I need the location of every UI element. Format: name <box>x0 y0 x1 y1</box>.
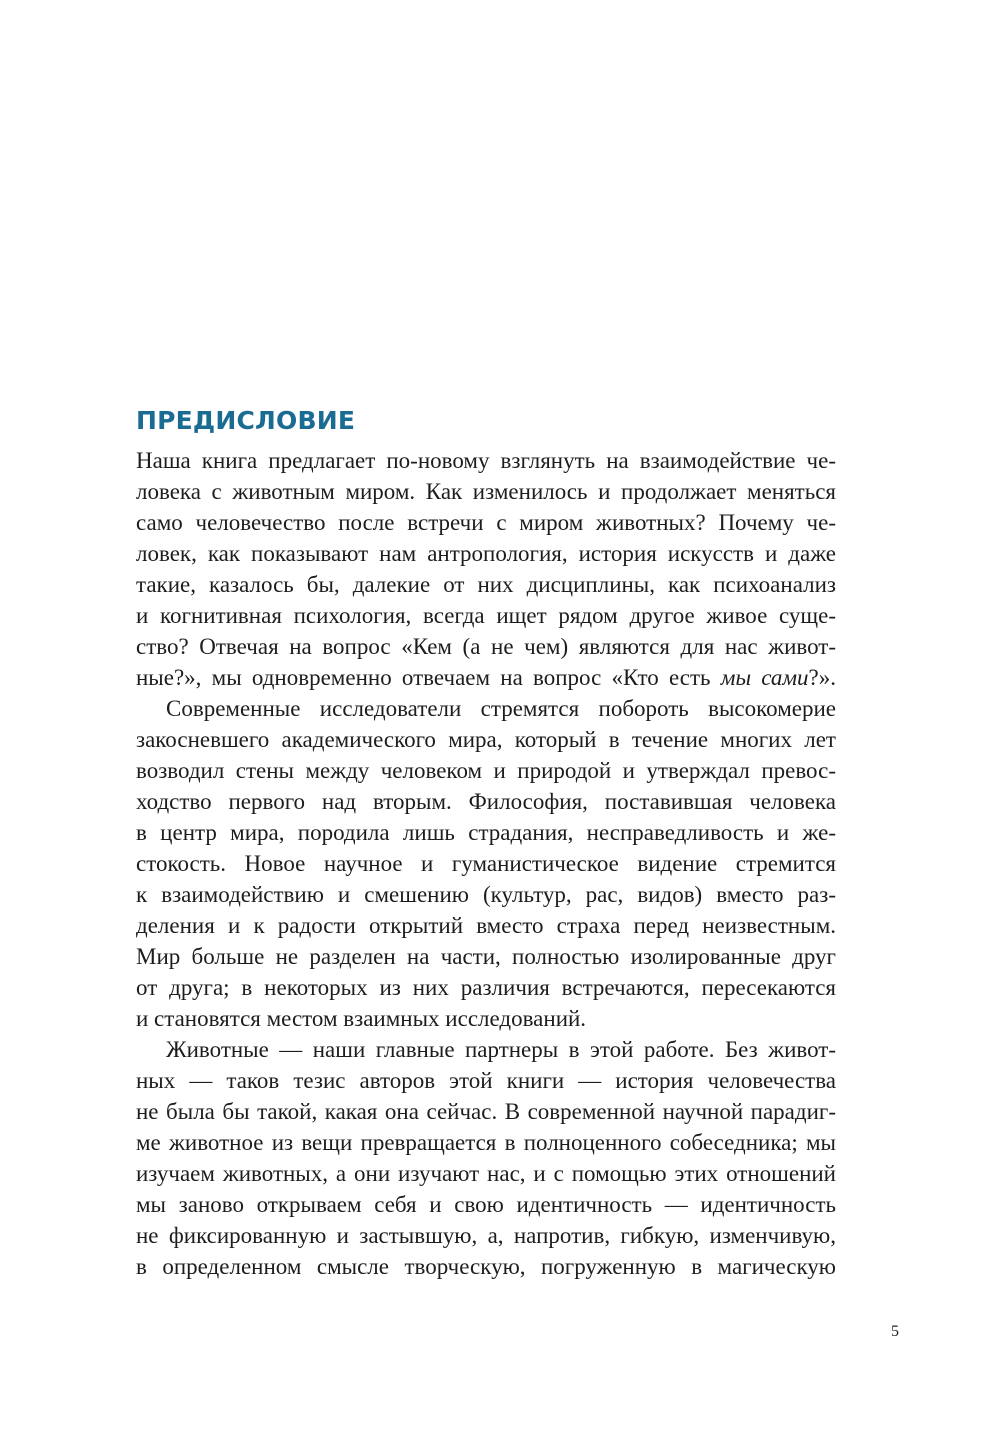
text-line: стокость. Новое научное и гуманистическое видение стремится <box>136 851 836 876</box>
text-line: ных — таков тезис авторов этой книги — история человечества <box>136 1068 836 1093</box>
text-line: мы заново открываем себя и свою идентичность — идентичность <box>136 1192 836 1217</box>
text-line: в центр мира, породила лишь страдания, несправедливость и же- <box>136 820 836 845</box>
text-segment: ные?», мы одновременно отвечаем на вопрос «Кто есть <box>136 665 721 690</box>
text-segment: ?». <box>808 665 837 690</box>
text-line: деления и к радости открытий вместо страха перед неизвестным. <box>136 913 836 938</box>
text-line: ловека с животным миром. Как изменилось и продолжает меняться <box>136 479 836 504</box>
section-heading: ПРЕДИСЛОВИЕ <box>136 406 356 435</box>
text-line-with-emphasis <box>136 662 836 693</box>
text-line: и становятся местом взаимных исследований. <box>136 1006 587 1031</box>
text-line: не была бы такой, какая она сейчас. В современной научной парадиг- <box>136 1099 836 1124</box>
paragraph-1 <box>136 445 836 693</box>
text-line: Современные исследователи стремятся побороть высокомерие <box>166 696 836 721</box>
text-line: возводил стены между человеком и природой и утверждал превос- <box>136 758 836 783</box>
text-line: Животные — наши главные партнеры в этой работе. Без живот- <box>166 1037 836 1062</box>
text-line: изучаем животных, а они изучают нас, и с помощью этих отношений <box>136 1161 836 1186</box>
text-line: к взаимодействию и смешению (культур, рас, видов) вместо раз- <box>136 882 836 907</box>
text-line: Мир больше не разделен на части, полностью изолированные друг <box>136 944 836 969</box>
text-line: и когнитивная психология, всегда ищет рядом другое живое суще- <box>136 603 836 628</box>
emphasis-text: мы сами <box>720 665 809 690</box>
text-line: не фиксированную и застывшую, а, напротив, гибкую, изменчивую, <box>136 1223 836 1248</box>
body-text <box>136 445 836 1282</box>
text-line: ходство первого над вторым. Философия, поставившая человека <box>136 789 836 814</box>
text-line: такие, казалось бы, далекие от них дисциплины, как психоанализ <box>136 572 836 597</box>
text-line: само человечество после встречи с миром животных? Почему че- <box>136 510 836 535</box>
paragraph-3 <box>136 1034 836 1282</box>
text-line: закосневшего академического мира, который в течение многих лет <box>136 727 836 752</box>
text-line: ме животное из вещи превращается в полноценного собеседника; мы <box>136 1130 836 1155</box>
text-line: ство? Отвечая на вопрос «Кем (а не чем) являются для нас живот- <box>136 634 836 659</box>
paragraph-2 <box>136 693 836 1034</box>
text-line: Наша книга предлагает по-новому взглянуть на взаимодействие че- <box>136 448 836 473</box>
page-number: 5 <box>891 1323 899 1340</box>
text-line: в определенном смысле творческую, погруженную в магическую <box>136 1254 836 1279</box>
text-line: от друга; в некоторых из них различия встречаются, пересекаются <box>136 975 836 1000</box>
text-line: ловек, как показывают нам антропология, история искусств и даже <box>136 541 836 566</box>
